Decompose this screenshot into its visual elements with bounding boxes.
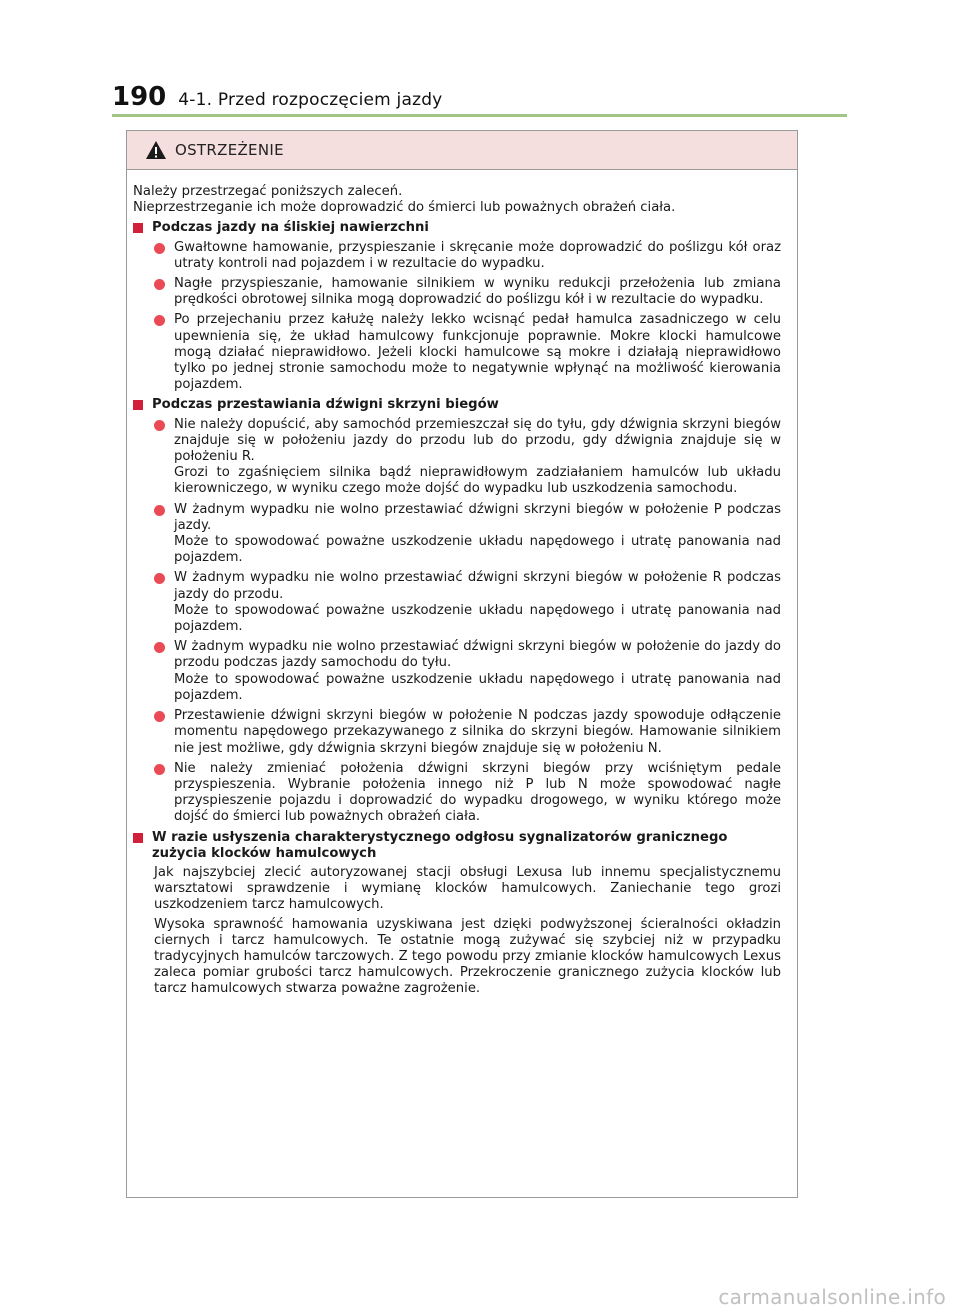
section-brake-wear	[133, 830, 781, 998]
page-header	[112, 82, 442, 112]
intro-line: Nieprzestrzeganie ich może doprowadzić do śmierci lub poważnych obrażeń ciała.	[133, 200, 676, 216]
section-slippery-road	[133, 220, 781, 393]
red-circle-bullet-icon	[154, 315, 165, 326]
list-item: Przestawienie dźwigni skrzyni biegów w położenie N podczas jazdy spowoduje odłączenie momentu napędowego przekazywanego z silnika do skrzyni biegów. Hamowanie silnikiem nie jest możliwe, gdy dźwignia skrzyni biegów znajduje się w położeniu N.	[154, 708, 781, 757]
warning-box	[126, 130, 798, 1198]
red-square-bullet-icon	[133, 223, 143, 233]
section-title: 4-1. Przed rozpoczęciem jazdy	[178, 90, 443, 110]
intro-line: Należy przestrzegać poniższych zaleceń.	[133, 184, 403, 199]
warning-title: OSTRZEŻENIE	[175, 141, 284, 159]
red-circle-bullet-icon	[154, 711, 165, 722]
warning-header	[127, 131, 797, 170]
section-heading: Podczas jazdy na śliskiej nawierzchni	[133, 220, 781, 236]
watermark: carmanualsonline.info	[718, 1285, 946, 1309]
warning-triangle-icon	[145, 140, 167, 160]
warning-intro	[133, 184, 781, 216]
red-square-bullet-icon	[133, 400, 143, 410]
list-item: Gwałtowne hamowanie, przyspieszanie i skręcanie może doprowadzić do poślizgu kół oraz utraty kontroli nad pojazdem i w rezultacie do wypadku.	[154, 240, 781, 272]
red-circle-bullet-icon	[154, 573, 165, 584]
list-item: W żadnym wypadku nie wolno przestawiać dźwigni skrzyni biegów w położenie P podczas jazdy. Może to spowodować poważne uszkodzenie układu napędowego i utratę panowania nad pojazdem.	[154, 502, 781, 567]
red-square-bullet-icon	[133, 833, 143, 843]
header-rule	[112, 114, 847, 117]
section-heading: W razie usłyszenia charakterystycznego odgłosu sygnalizatorów granicznego zużycia klocków hamulcowych	[133, 830, 781, 862]
list-item: Po przejechaniu przez kałużę należy lekko wcisnąć pedał hamulca zasadniczego w celu upewnienia się, że układ hamulcowy funkcjonuje poprawnie. Mokre klocki hamulcowe mogą działać nieprawidłowo. Jeżeli klocki hamulcowe są mokre i działają nieprawidłowo tylko po jednej stronie samochodu może to negatywnie wpłynąć na możliwość kierowania pojazdem.	[154, 312, 781, 393]
list-item: Nagłe przyspieszanie, hamowanie silnikiem w wyniku redukcji przełożenia lub zmiana prędkości obrotowej silnika mogą doprowadzić do poślizgu kół i w rezultacie do wypadku.	[154, 276, 781, 308]
red-circle-bullet-icon	[154, 279, 165, 290]
paragraph: Jak najszybciej zlecić autoryzowanej stacji obsługi Lexusa lub innemu specjalistycznemu warsztatowi sprawdzenie i wymianę klocków hamulcowych. Zaniechanie tego grozi uszkodzeniem tarcz hamulcowych.	[154, 864, 781, 913]
red-circle-bullet-icon	[154, 243, 165, 254]
list-item: W żadnym wypadku nie wolno przestawiać dźwigni skrzyni biegów w położenie do jazdy do przodu podczas jazdy samochodu do tyłu. Może to spowodować poważne uszkodzenie układu napędowego i utratę panowania nad pojazdem.	[154, 639, 781, 704]
warning-body	[127, 170, 797, 998]
section-gear-shifting	[133, 397, 781, 825]
list-item: Nie należy zmieniać położenia dźwigni skrzyni biegów przy wciśniętym pedale przyspieszenia. Wybranie położenia innego niż P lub N może spowodować nagłe przyspieszenie pojazdu i doprowadzić do wypadku drogowego, w wyniku którego może dojść do śmierci lub poważnych obrażeń ciała.	[154, 761, 781, 826]
red-circle-bullet-icon	[154, 642, 165, 653]
list-item: W żadnym wypadku nie wolno przestawiać dźwigni skrzyni biegów w położenie R podczas jazdy do przodu. Może to spowodować poważne uszkodzenie układu napędowego i utratę panowania nad pojazdem.	[154, 570, 781, 635]
page-number: 190	[112, 82, 167, 112]
section-heading: Podczas przestawiania dźwigni skrzyni biegów	[133, 397, 781, 413]
red-circle-bullet-icon	[154, 420, 165, 431]
list-item: Nie należy dopuścić, aby samochód przemieszczał się do tyłu, gdy dźwignia skrzyni biegów znajduje się w położeniu jazdy do przodu lub do przodu, gdy dźwignia znajduje się w położeniu R. Grozi to zgaśnięciem silnika bądź nieprawidłowym zadziałaniem hamulców lub układu kierowniczego, w wyniku czego może dojść do wypadku lub uszkodzenia samochodu.	[154, 417, 781, 498]
red-circle-bullet-icon	[154, 764, 165, 775]
paragraph: Wysoka sprawność hamowania uzyskiwana jest dzięki podwyższonej ścieralności okładzin ciernych i tarcz hamulcowych. Te ostatnie mogą zużywać się szybciej niż w przypadku tradycyjnych hamulców tarczowych. Z tego powodu przy zmianie klocków hamulcowych Lexus zaleca pomiar grubości tarcz hamulcowych. Przekroczenie granicznego zużycia klocków lub tarcz hamulcowych stwarza poważne zagrożenie.	[154, 916, 781, 997]
red-circle-bullet-icon	[154, 505, 165, 516]
